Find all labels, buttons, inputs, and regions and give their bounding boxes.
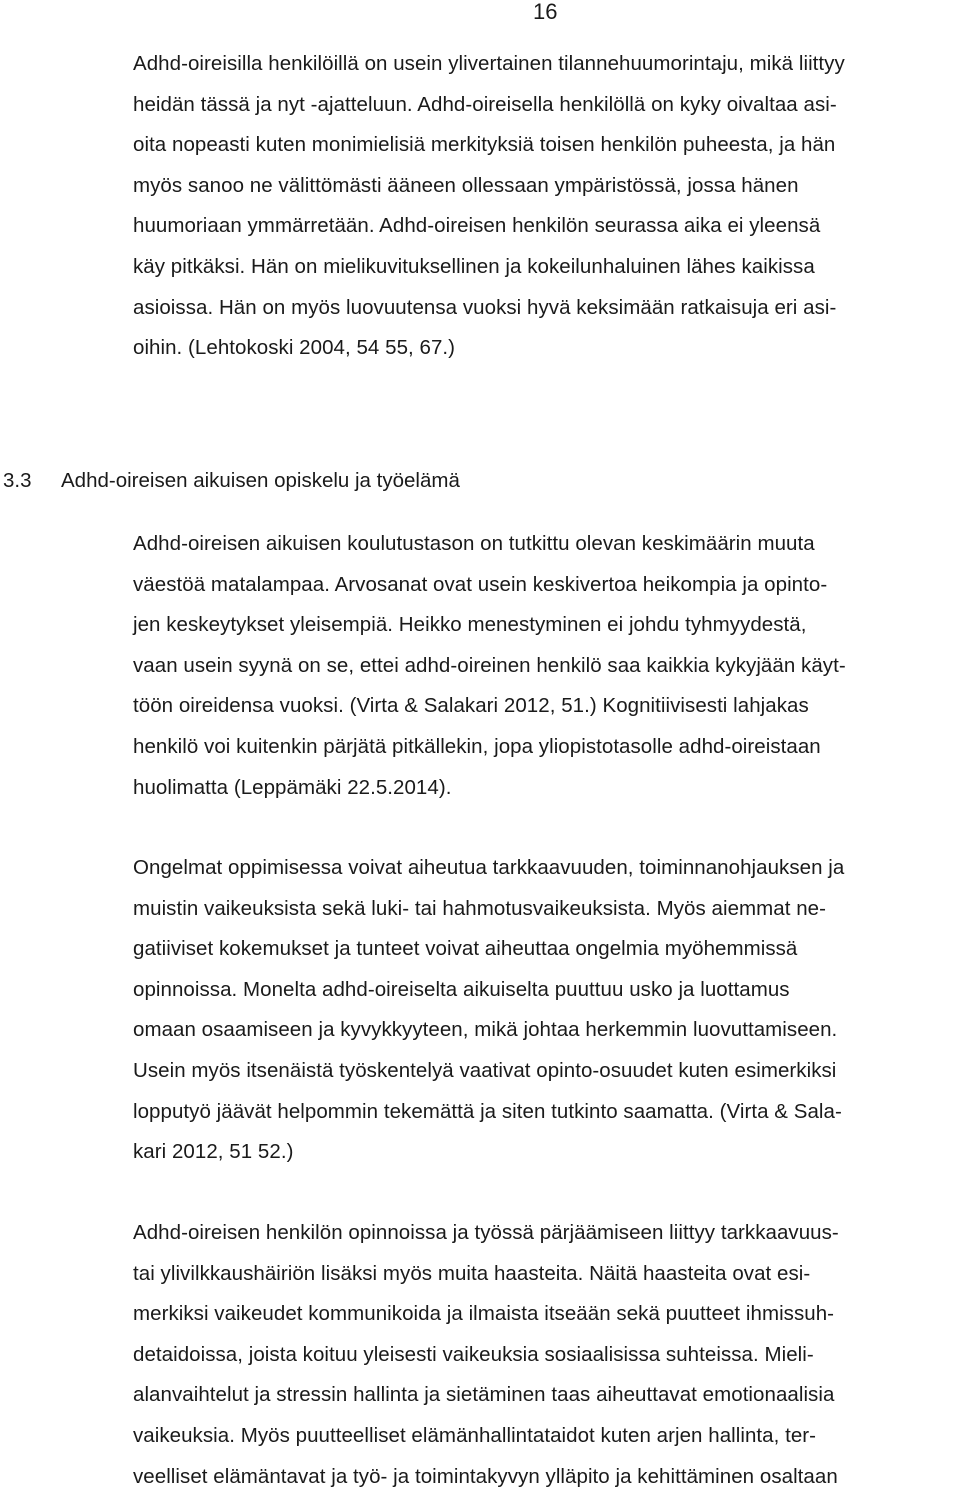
text-line: kari 2012, 51 52.) <box>133 1140 294 1164</box>
section-title: Adhd-oireisen aikuisen opiskelu ja työelämä <box>61 469 460 492</box>
text-line: tai ylivilkkaushäiriön lisäksi myös muita haasteita. Näitä haasteita ovat esi- <box>133 1261 811 1285</box>
text-line: omaan osaamiseen ja kyvykkyyteen, mikä johtaa herkemmin luovuttamiseen. <box>133 1018 838 1042</box>
text-line: Usein myös itsenäistä työskentelyä vaativat opinto-osuudet kuten esimerkiksi <box>133 1058 837 1082</box>
paragraph-work-challenges <box>133 1213 960 1497</box>
text-line: alanvaihtelut ja stressin hallinta ja sietäminen taas aiheuttavat emotionaalisia <box>133 1383 835 1407</box>
text-line: opinnoissa. Monelta adhd-oireiselta aikuiselta puuttuu usko ja luottamus <box>133 977 790 1001</box>
text-line: detaidoissa, joista koituu yleisesti vaikeuksia sosiaalisissa suhteissa. Mieli- <box>133 1342 814 1366</box>
text-line: Adhd-oireisen henkilön opinnoissa ja työssä pärjäämiseen liittyy tarkkaavuus- <box>133 1221 839 1244</box>
paragraph-humor <box>133 44 960 369</box>
text-line: myös sanoo ne välittömästi ääneen ollessaan ympäristössä, jossa hänen <box>133 173 799 197</box>
text-line: vaikeuksia. Myös puutteelliset elämänhallintataidot kuten arjen hallinta, ter- <box>133 1423 817 1447</box>
text-line: jen keskeytykset yleisempiä. Heikko menestyminen ei johdu tyhmyydestä, <box>133 613 807 637</box>
text-line: asioissa. Hän on myös luovuutensa vuoksi hyvä keksimään ratkaisuja eri asi- <box>133 295 837 319</box>
paragraph-education-level <box>133 524 960 808</box>
section-number: 3.3 <box>3 469 32 492</box>
text-line: huumoriaan ymmärretään. Adhd-oireisen henkilön seurassa aika ei yleensä <box>133 214 821 238</box>
text-line: vaan usein syynä on se, ettei adhd-oireinen henkilö saa kaikkia kykyjään käyt- <box>133 653 846 677</box>
text-line: lopputyö jäävät helpommin tekemättä ja siten tutkinto saamatta. (Virta & Sala- <box>133 1099 842 1123</box>
text-line: Adhd-oireisilla henkilöillä on usein ylivertainen tilannehuumorintaju, mikä liittyy <box>133 52 845 75</box>
paragraph-learning-problems <box>133 848 960 1173</box>
text-line: käy pitkäksi. Hän on mielikuvituksellinen ja kokeilunhaluinen lähes kaikissa <box>133 254 815 278</box>
text-line: Ongelmat oppimisessa voivat aiheutua tarkkaavuuden, toiminnanohjauksen ja <box>133 856 845 879</box>
text-line: oita nopeasti kuten monimielisiä merkityksiä toisen henkilön puheesta, ja hän <box>133 133 836 157</box>
text-line: gatiiviset kokemukset ja tunteet voivat aiheuttaa ongelmia myöhemmissä <box>133 937 798 961</box>
text-line: heidän tässä ja nyt -ajatteluun. Adhd-oireisella henkilöllä on kyky oivaltaa asi- <box>133 92 837 116</box>
text-line: veelliset elämäntavat ja työ- ja toimintakyvyn ylläpito ja kehittäminen osaltaan <box>133 1464 838 1488</box>
text-line: oihin. (Lehtokoski 2004, 54 55, 67.) <box>133 336 456 360</box>
text-line: merkiksi vaikeudet kommunikoida ja ilmaista itseään sekä puutteet ihmissuh- <box>133 1302 835 1326</box>
text-line: henkilö voi kuitenkin pärjätä pitkällekin, jopa yliopistotasolle adhd-oireistaan <box>133 734 821 758</box>
page-number: 16 <box>533 0 558 24</box>
text-line: Adhd-oireisen aikuisen koulutustason on tutkittu olevan keskimäärin muuta <box>133 532 815 555</box>
text-line: muistin vaikeuksista sekä luki- tai hahmotusvaikeuksista. Myös aiemmat ne- <box>133 896 826 920</box>
text-line: huolimatta (Leppämäki 22.5.2014). <box>133 775 452 799</box>
text-line: töön oireidensa vuoksi. (Virta & Salakari 2012, 51.) Kognitiivisesti lahjakas <box>133 694 809 718</box>
text-line: väestöä matalampaa. Arvosanat ovat usein keskivertoa heikompia ja opinto- <box>133 572 828 596</box>
